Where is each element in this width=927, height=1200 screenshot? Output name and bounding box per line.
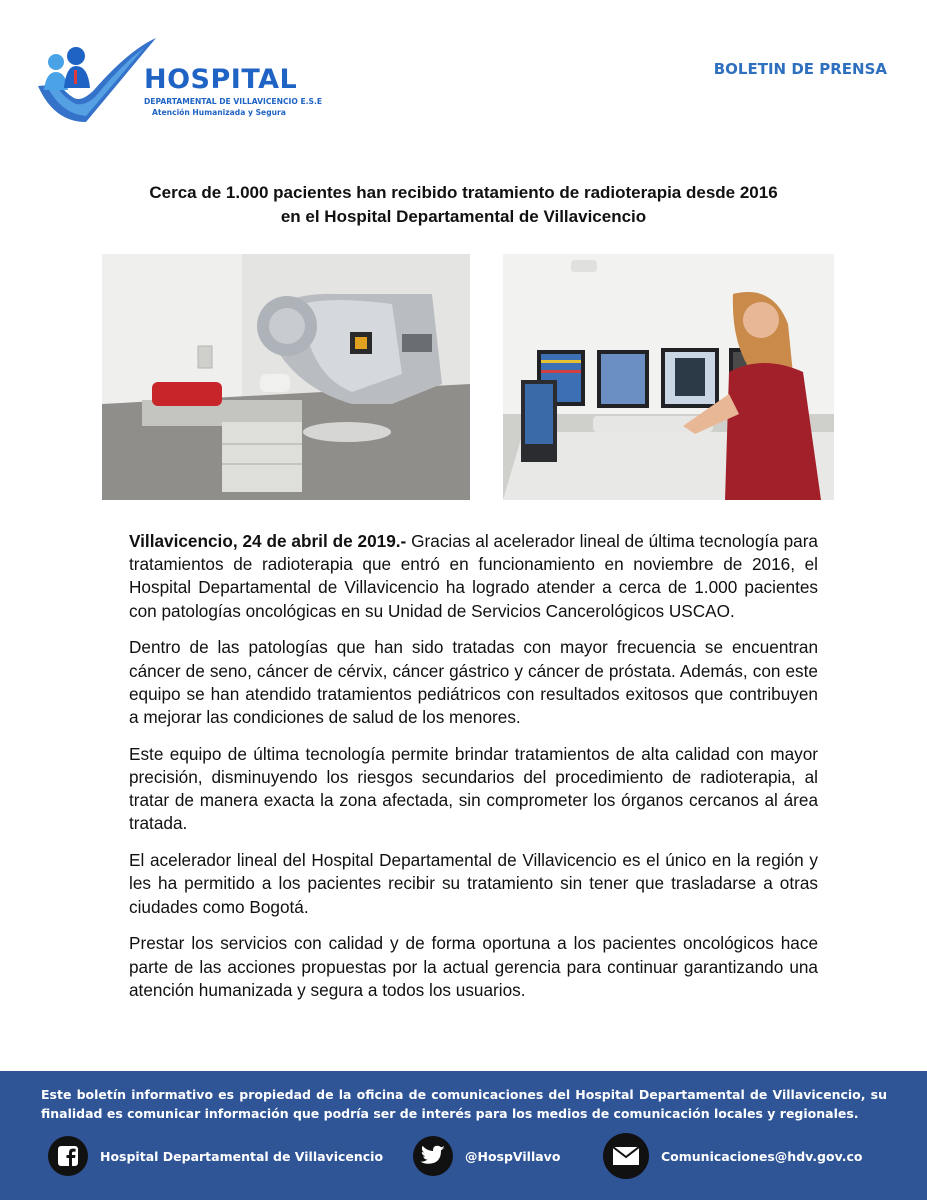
paragraph-1-text: Gracias al acelerador lineal de última tecnología para tratamientos de radioterapia que entró en funcionamiento en noviembre de 2016, el Hospital Departamental de Villavicencio ha logrado atender a cerca de 1.000 pacientes con patologías oncológicas en su Unidad de Servicios Cancerológicos USCAO. bbox=[129, 531, 818, 621]
facebook-icon bbox=[48, 1136, 88, 1176]
facebook-contact[interactable] bbox=[48, 1136, 383, 1176]
title-line-2: en el Hospital Departamental de Villavicencio bbox=[280, 207, 647, 226]
article-paragraph-2: Dentro de las patologías que han sido tratadas con mayor frecuencia se encuentran cáncer de seno, cáncer de cérvix, cáncer gástrico y cáncer de próstata. Además, con este equipo se han atendido tratamientos pediátricos con resultados exitosos que contribuyen a mejorar las condiciones de salud de los menores. bbox=[129, 637, 818, 728]
twitter-handle: @HospVillavo bbox=[465, 1148, 561, 1164]
article-paragraph-1 bbox=[129, 530, 818, 623]
article-paragraph-5: Prestar los servicios con calidad y de forma oportuna a los pacientes oncológicos hace parte de las acciones propuestas por la actual gerencia para continuar garantizando una atención humanizada y segura a todos los usuarios. bbox=[129, 933, 818, 1000]
article-paragraph-4: El acelerador lineal del Hospital Departamental de Villavicencio es el único en la región y les ha permitido a los pacientes recibir su tratamiento sin tener que trasladarse a otras ciudades como Bogotá. bbox=[129, 850, 818, 917]
logo-tagline: Atención Humanizada y Segura bbox=[152, 108, 286, 117]
facebook-label: Hospital Departamental de Villavicencio bbox=[100, 1148, 384, 1164]
article-body bbox=[129, 530, 818, 1016]
logo-subtitle: DEPARTAMENTAL DE VILLAVICENCIO E.S.E bbox=[144, 97, 323, 106]
dateline: Villavicencio, 24 de abril de 2019.- bbox=[129, 531, 407, 551]
press-release-title bbox=[100, 181, 827, 229]
logo-mark-icon bbox=[34, 34, 159, 126]
envelope-icon bbox=[603, 1133, 649, 1179]
twitter-icon bbox=[413, 1136, 453, 1176]
twitter-contact[interactable] bbox=[413, 1136, 560, 1176]
document-type-label: BOLETIN DE PRENSA bbox=[713, 60, 887, 78]
footer-disclaimer: Este boletín informativo es propiedad de la oficina de comunicaciones del Hospital Departamental de Villavicencio, su finalidad es comunicar información que podría ser de interés para los medios de comunicación locales y regionales. bbox=[41, 1087, 887, 1121]
linear-accelerator-photo bbox=[102, 254, 470, 500]
logo-wordmark: HOSPITAL bbox=[144, 64, 298, 95]
control-room-photo bbox=[503, 254, 834, 500]
article-paragraph-3: Este equipo de última tecnología permite brindar tratamientos de alta calidad con mayor precisión, disminuyendo los riesgos secundarios del procedimiento de radioterapia, al tratar de manera exacta la zona afectada, sin comprometer los órganos cercanos al área tratada. bbox=[129, 743, 818, 834]
hospital-logo bbox=[34, 34, 323, 126]
email-contact[interactable] bbox=[603, 1136, 862, 1176]
title-line-1: Cerca de 1.000 pacientes han recibido tratamiento de radioterapia desde 2016 bbox=[149, 183, 778, 202]
email-address: Comunicaciones@hdv.gov.co bbox=[661, 1148, 863, 1164]
